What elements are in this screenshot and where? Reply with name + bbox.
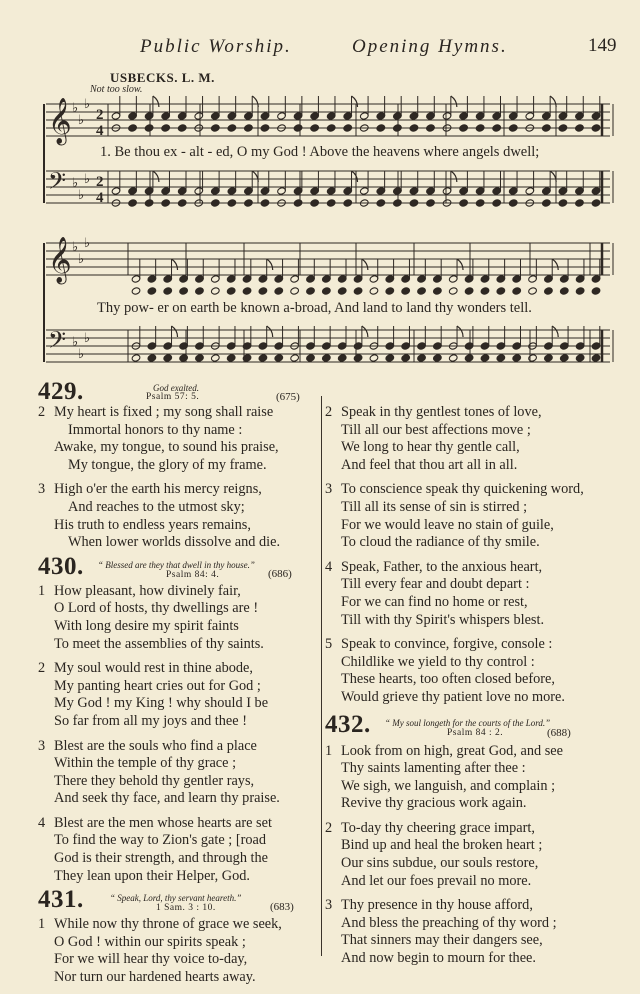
note-head <box>161 199 171 207</box>
verse-line: Look from on high, great God, and see <box>341 742 563 759</box>
verse-line: Bind up and heal the broken heart ; <box>341 837 543 854</box>
note-head <box>227 199 237 207</box>
verse-line: Speak in thy gentlest tones of love, <box>341 404 542 420</box>
verse-line: We sigh, we languish, and complain ; <box>341 777 556 794</box>
verse-line: Thy saints lamenting after thee : <box>341 760 526 777</box>
verse-line: We long to hear thy gentle call, <box>341 439 520 456</box>
note-head <box>464 354 474 362</box>
note-head <box>211 287 221 295</box>
note-head <box>591 199 601 207</box>
note-head <box>385 287 395 295</box>
verse-line: And let our foes prevail no more. <box>341 872 532 889</box>
note-head <box>244 199 254 207</box>
hymn-psalm-ref: 1 Sam. 3 : 10. <box>156 903 216 914</box>
note-head <box>448 354 458 362</box>
note-flag <box>267 259 273 270</box>
stanza-number: 2 <box>38 660 46 677</box>
verse-line: Our sins subdue, our souls restore, <box>341 855 539 872</box>
verse-line: There they behold thy gentler rays, <box>54 772 255 789</box>
stanza-number: 2 <box>325 819 333 836</box>
hymn-subtitle: God exalted. <box>153 383 199 393</box>
note-head <box>258 287 268 295</box>
note-head <box>369 287 379 295</box>
lyric-line-1: 1. Be thou ex - alt - ed, O my God ! Above the heavens where angels dwell; <box>100 144 540 160</box>
verse-line: Till with thy Spirit's whispers blest. <box>341 611 545 628</box>
verse-line: High o'er the earth his mercy reigns, <box>54 481 262 498</box>
note-head <box>226 287 236 295</box>
note-flag <box>172 259 178 270</box>
note-head <box>393 124 403 132</box>
flat-sign: ♭ <box>72 101 79 116</box>
page-number: 149 <box>588 35 617 56</box>
flat-sign: ♭ <box>84 172 91 187</box>
note-head <box>293 124 303 132</box>
bass-clef: 𝄢 <box>48 326 67 359</box>
note-head <box>508 124 518 132</box>
verse-line: To meet the assemblies of thy saints. <box>54 635 264 652</box>
hymn-psalm-ref: Psalm 84: 4. <box>166 569 220 580</box>
note-head <box>260 124 270 132</box>
verse-line: Speak, Father, to the anxious heart, <box>341 558 543 575</box>
note-head <box>128 124 138 132</box>
verse-line: Childlike we yield to thy control : <box>341 653 535 670</box>
stanza <box>325 897 615 967</box>
flat-sign: ♭ <box>84 236 91 251</box>
note-head <box>274 287 284 295</box>
verse-line: My God ! my King ! why should I be <box>54 695 269 712</box>
verse-line: My tongue, the glory of my frame. <box>68 456 267 473</box>
note-flag <box>352 171 358 182</box>
hymn-number: 432. <box>325 710 371 738</box>
stanza-number: 1 <box>38 916 46 933</box>
note-head <box>496 354 506 362</box>
note-head <box>544 287 554 295</box>
verse-line: And feel that thou art all in all. <box>341 456 518 473</box>
hymn-code: (688) <box>547 726 571 739</box>
note-head <box>591 354 601 362</box>
note-flag <box>362 326 368 337</box>
note-head <box>163 354 173 362</box>
note-flag <box>552 259 558 270</box>
note-head <box>144 124 154 132</box>
stanza <box>38 481 328 551</box>
verse-line: Speak to convince, forgive, console : <box>341 636 553 653</box>
stanza-number: 4 <box>38 814 46 831</box>
note-head <box>575 124 585 132</box>
tempo-marking: Not too slow. <box>90 84 143 95</box>
note-head <box>211 199 221 207</box>
note-head <box>417 354 427 362</box>
time-signature: 2 <box>96 174 104 190</box>
note-flag <box>451 171 457 182</box>
note-head <box>227 124 237 132</box>
left-column <box>38 378 328 994</box>
hymn-number: 431. <box>38 886 84 914</box>
verse-line: For we can find no home or rest, <box>341 593 528 610</box>
note-head <box>343 199 353 207</box>
verse-line: That sinners may their dangers see, <box>341 932 543 949</box>
stanza <box>38 815 328 885</box>
verse-line: Blest are the men whose hearts are set <box>54 814 272 831</box>
note-head <box>147 354 157 362</box>
verse-line: To-day thy cheering grace impart, <box>341 819 535 836</box>
verse-line: His truth to endless years remains, <box>54 516 251 533</box>
note-head <box>195 287 205 295</box>
hymn-psalm-ref: Psalm 57: 5. <box>146 392 200 402</box>
note-head <box>322 287 332 295</box>
note-head <box>306 287 316 295</box>
note-head <box>544 354 554 362</box>
hymn-429-header <box>38 378 328 405</box>
note-head <box>226 354 236 362</box>
note-head <box>575 287 585 295</box>
verse-line: To conscience speak thy quickening word, <box>341 481 584 498</box>
treble-clef: 𝄞 <box>48 237 72 283</box>
stanza <box>325 636 615 706</box>
stanza-number: 3 <box>38 737 46 754</box>
note-flag <box>267 326 273 337</box>
note-head <box>258 354 268 362</box>
note-head <box>575 354 585 362</box>
lyric-line-2: Thy pow- er on earth be known a-broad, And land to land thy wonders tell. <box>97 300 532 316</box>
hymn-code: (683) <box>270 901 294 914</box>
hymn-432-header <box>325 710 615 743</box>
verse-line: Would grieve thy patient love no more. <box>341 688 565 705</box>
verse-line: Within the temple of thy grace ; <box>54 755 237 772</box>
bass-clef: 𝄢 <box>48 167 67 200</box>
note-head <box>542 199 552 207</box>
note-head <box>409 124 419 132</box>
flat-sign: ♭ <box>72 176 79 191</box>
stanza <box>38 404 328 474</box>
note-flag <box>352 96 358 107</box>
note-head <box>343 124 353 132</box>
verse-line: For we would leave no stain of guile, <box>341 516 554 533</box>
stanza-number: 1 <box>38 582 46 599</box>
note-head <box>508 199 518 207</box>
verse-line: O Lord of hosts, thy dwellings are ! <box>54 600 259 617</box>
note-head <box>163 287 173 295</box>
hymn-code: (686) <box>268 567 292 580</box>
note-head <box>448 287 458 295</box>
verse-line: Blest are the souls who find a place <box>54 737 257 754</box>
right-column <box>325 404 615 975</box>
note-head <box>417 287 427 295</box>
note-flag <box>552 326 558 337</box>
hymn-subtitle: “ Blessed are they that dwell in thy house.” <box>98 559 255 570</box>
note-head <box>306 354 316 362</box>
note-head <box>274 354 284 362</box>
verse-line: With long desire my spirit faints <box>54 617 239 634</box>
note-head <box>290 354 300 362</box>
flat-sign: ♭ <box>72 240 79 255</box>
hymn-number: 429. <box>38 378 84 405</box>
note-head <box>179 354 189 362</box>
stanza <box>325 743 615 813</box>
verse-line: My heart is fixed ; my song shall raise <box>54 404 274 420</box>
stanza-number: 4 <box>325 558 333 575</box>
verse-line: My panting heart cries out for God ; <box>54 677 261 694</box>
note-head <box>177 199 187 207</box>
hymn-psalm-ref: Psalm 84 : 2. <box>447 727 504 738</box>
verse-line: And now begin to mourn for thee. <box>341 950 536 967</box>
note-head <box>433 287 443 295</box>
note-head <box>293 199 303 207</box>
note-head <box>480 354 490 362</box>
note-head <box>464 287 474 295</box>
note-head <box>512 354 522 362</box>
note-head <box>376 199 386 207</box>
stanza <box>38 738 328 808</box>
stanza-number: 3 <box>38 481 46 498</box>
verse-line: So far from all my joys and thee ! <box>54 712 247 729</box>
note-head <box>337 354 347 362</box>
note-head <box>528 287 538 295</box>
note-head <box>492 124 502 132</box>
note-flag <box>457 259 463 270</box>
verse-line: When lower worlds dissolve and die. <box>68 534 281 551</box>
verse-line: Awake, my tongue, to sound his praise, <box>54 439 279 456</box>
hymn-number: 430. <box>38 552 84 580</box>
note-flag <box>172 326 178 337</box>
flat-sign: ♭ <box>78 252 85 267</box>
note-head <box>244 124 254 132</box>
time-signature: 4 <box>96 123 104 139</box>
verse-line: For we will hear thy voice to-day, <box>54 951 248 968</box>
stanza <box>325 820 615 890</box>
verse-line: And reaches to the utmost sky; <box>68 498 245 515</box>
stanza <box>325 481 615 551</box>
note-head <box>161 124 171 132</box>
flat-sign: ♭ <box>84 331 91 346</box>
verse-line: Till all our best affections move ; <box>341 421 531 438</box>
verse-line: These hearts, too often closed before, <box>341 671 555 688</box>
verse-line: How pleasant, how divinely fair, <box>54 582 241 599</box>
note-head <box>260 199 270 207</box>
note-head <box>385 354 395 362</box>
note-head <box>459 199 469 207</box>
stanza-number: 2 <box>38 404 46 420</box>
note-head <box>475 124 485 132</box>
flat-sign: ♭ <box>78 347 85 362</box>
note-head <box>558 124 568 132</box>
verse-line: O God ! within our spirits speak ; <box>54 933 246 950</box>
verse-line: Thy presence in thy house afford, <box>341 897 533 914</box>
note-head <box>369 354 379 362</box>
note-head <box>426 124 436 132</box>
note-flag <box>153 171 159 182</box>
note-head <box>195 354 205 362</box>
note-head <box>177 124 187 132</box>
note-head <box>290 287 300 295</box>
music-score <box>0 0 640 390</box>
note-head <box>393 199 403 207</box>
verse-line: Immortal honors to thy name : <box>68 421 243 438</box>
note-head <box>322 354 332 362</box>
stanza-number: 5 <box>325 636 333 653</box>
verse-line: Till all its sense of sin is stirred ; <box>341 498 528 515</box>
stanza-number: 3 <box>325 897 333 914</box>
note-head <box>242 287 252 295</box>
time-signature: 2 <box>96 107 104 123</box>
stanza-number: 2 <box>325 404 333 420</box>
note-head <box>131 287 141 295</box>
stanza <box>38 583 328 653</box>
note-head <box>475 199 485 207</box>
note-head <box>512 287 522 295</box>
stanza <box>325 404 615 474</box>
note-flag <box>252 96 258 107</box>
running-header-center: Opening Hymns. <box>352 36 508 57</box>
note-head <box>376 124 386 132</box>
flat-sign: ♭ <box>72 335 79 350</box>
note-head <box>211 354 221 362</box>
note-head <box>353 287 363 295</box>
stanza <box>38 916 328 986</box>
note-head <box>131 354 141 362</box>
note-head <box>144 199 154 207</box>
treble-clef: 𝄞 <box>48 98 72 144</box>
note-head <box>433 354 443 362</box>
stanza-number: 1 <box>325 742 333 759</box>
verse-line: Till every fear and doubt depart : <box>341 576 530 593</box>
flat-sign: ♭ <box>78 113 85 128</box>
note-flag <box>550 96 556 107</box>
hymn-431-header <box>38 886 328 916</box>
note-head <box>326 124 336 132</box>
stanza <box>38 660 328 730</box>
note-flag <box>457 326 463 337</box>
note-head <box>337 287 347 295</box>
note-flag <box>362 259 368 270</box>
verse-line: To cloud the radiance of thy smile. <box>341 534 540 551</box>
verse-line: My soul would rest in thine abode, <box>54 660 253 677</box>
verse-line: God is their strength, and through the <box>54 850 269 867</box>
verse-line: And seek thy face, and learn thy praise. <box>54 790 280 807</box>
hymn-code: (675) <box>276 391 300 403</box>
note-head <box>591 124 601 132</box>
note-head <box>480 287 490 295</box>
note-head <box>559 354 569 362</box>
note-flag <box>451 96 457 107</box>
note-head <box>591 287 601 295</box>
time-signature: 4 <box>96 190 104 206</box>
verse-line: Nor turn our hardened hearts away. <box>54 969 256 986</box>
note-head <box>559 287 569 295</box>
hymn-430-header <box>38 552 328 583</box>
note-head <box>409 199 419 207</box>
note-head <box>496 287 506 295</box>
note-head <box>353 354 363 362</box>
tune-name: USBECKS. L. M. <box>110 70 215 85</box>
verse-line: And bless the preaching of thy word ; <box>341 914 557 931</box>
note-flag <box>252 171 258 182</box>
verse-line: They lean upon their Helper, God. <box>54 867 250 884</box>
note-head <box>401 287 411 295</box>
flat-sign: ♭ <box>84 97 91 112</box>
note-head <box>326 199 336 207</box>
note-head <box>528 354 538 362</box>
note-head <box>492 199 502 207</box>
note-head <box>401 354 411 362</box>
note-head <box>310 199 320 207</box>
stanza <box>325 559 615 629</box>
note-flag <box>550 171 556 182</box>
flat-sign: ♭ <box>78 188 85 203</box>
note-head <box>558 199 568 207</box>
running-header-left: Public Worship. <box>140 36 292 57</box>
note-head <box>211 124 221 132</box>
note-flag <box>153 96 159 107</box>
note-head <box>575 199 585 207</box>
note-head <box>147 287 157 295</box>
note-head <box>426 199 436 207</box>
stanza-number: 3 <box>325 481 333 498</box>
note-head <box>542 124 552 132</box>
note-head <box>310 124 320 132</box>
verse-line: To find the way to Zion's gate ; [road <box>54 832 267 849</box>
note-head <box>459 124 469 132</box>
note-head <box>128 199 138 207</box>
verse-line: Revive thy gracious work again. <box>341 795 527 812</box>
hymn-subtitle: “ Speak, Lord, thy servant heareth.” <box>110 893 242 904</box>
hymn-subtitle: “ My soul longeth for the courts of the Lord.” <box>385 717 551 728</box>
note-head <box>179 287 189 295</box>
verse-line: While now thy throne of grace we seek, <box>54 916 282 933</box>
